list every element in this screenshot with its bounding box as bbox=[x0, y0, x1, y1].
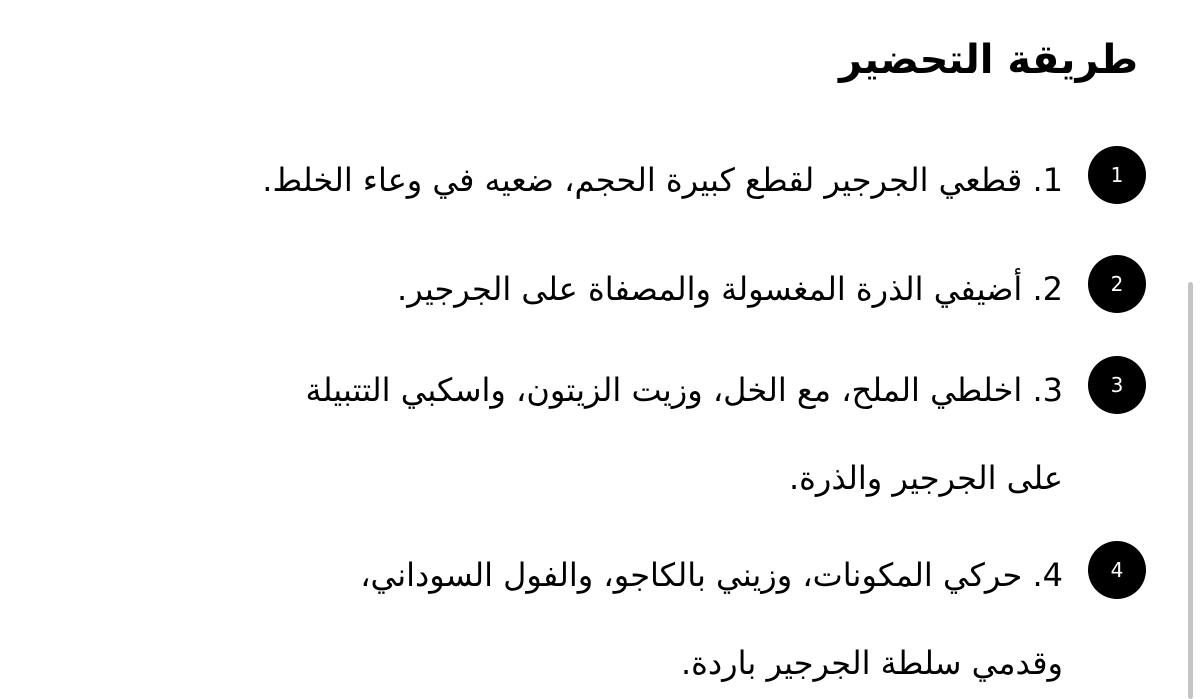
step-text bbox=[63, 531, 1063, 699]
step-number-badge: 2 bbox=[1088, 255, 1146, 313]
step-text-line: وقدمي سلطة الجرجير باردة. bbox=[680, 644, 1063, 682]
section-title: طريقة التحضير bbox=[838, 37, 1138, 83]
step-text-line: 2. أضيفي الذرة المغسولة والمصفاة على الجرجير. bbox=[397, 270, 1063, 308]
step-text bbox=[63, 245, 1063, 333]
step-text-line: 1. قطعي الجرجير لقطع كبيرة الحجم، ضعيه في وعاء الخلط. bbox=[262, 161, 1063, 199]
step-text bbox=[63, 136, 1063, 224]
step-text-line: على الجرجير والذرة. bbox=[788, 459, 1063, 497]
step-text-line: 3. اخلطي الملح، مع الخل، وزيت الزيتون، واسكبي التتبيلة bbox=[305, 371, 1063, 409]
step-item-4 bbox=[56, 541, 1146, 682]
step-text-line: 4. حركي المكونات، وزيني بالكاجو، والفول السوداني، bbox=[360, 556, 1063, 594]
step-number-badge: 3 bbox=[1088, 356, 1146, 414]
vertical-scrollbar[interactable] bbox=[1188, 282, 1193, 699]
step-text bbox=[63, 346, 1063, 522]
step-number-badge: 1 bbox=[1088, 146, 1146, 204]
step-item-3 bbox=[56, 356, 1146, 497]
step-number-badge: 4 bbox=[1088, 541, 1146, 599]
